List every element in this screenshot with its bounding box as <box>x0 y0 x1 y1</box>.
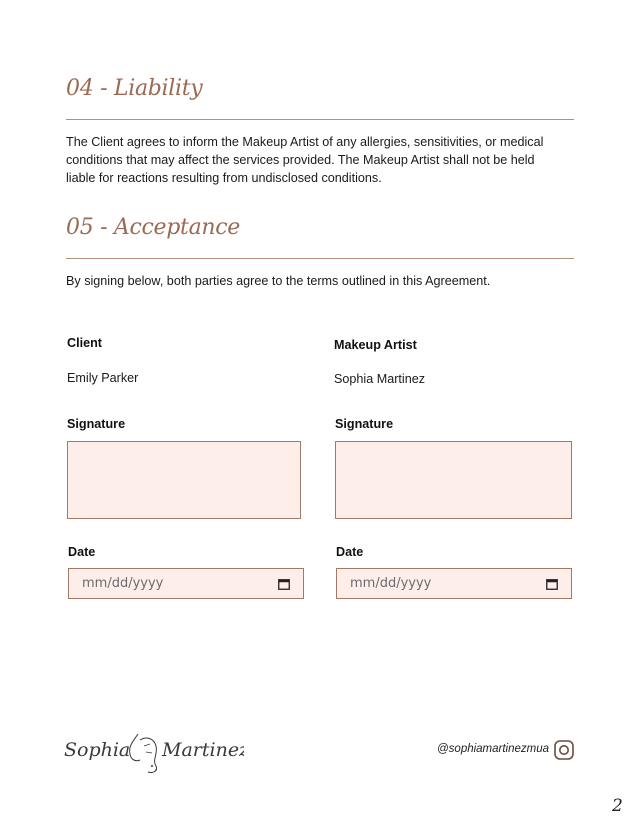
date-placeholder: mm/dd/yyyy <box>350 576 432 591</box>
paragraph-line: liable for reactions resulting from undisclosed conditions. <box>66 171 382 185</box>
client-date-input[interactable] <box>68 568 304 599</box>
section-heading-acceptance: 05 - Acceptance <box>66 215 241 240</box>
page-number: 2 <box>612 796 623 816</box>
client-signature-field[interactable] <box>67 441 301 519</box>
social-handle[interactable]: @sophiamartinezmua <box>437 743 550 755</box>
client-role-label: Client <box>67 336 102 350</box>
svg-text:Sophia: Sophia <box>64 739 131 761</box>
calendar-icon[interactable] <box>278 578 290 590</box>
artist-role-label: Makeup Artist <box>334 338 417 352</box>
client-name: Emily Parker <box>67 371 139 385</box>
section-divider <box>66 258 574 259</box>
artist-signature-field[interactable] <box>335 441 572 519</box>
logo-graphic <box>64 726 244 780</box>
section-divider <box>66 119 574 120</box>
date-placeholder: mm/dd/yyyy <box>82 576 164 591</box>
brand-logo <box>64 726 244 785</box>
liability-paragraph <box>66 133 586 187</box>
client-signature-label: Signature <box>67 417 126 431</box>
instagram-icon[interactable] <box>554 740 574 765</box>
paragraph-line: The Client agrees to inform the Makeup Artist of any allergies, sensitivities, or medical <box>66 135 544 149</box>
artist-name: Sophia Martinez <box>334 372 426 386</box>
artist-signature-label: Signature <box>335 417 394 431</box>
section-heading-liability: 04 - Liability <box>66 76 203 101</box>
artist-date-label: Date <box>336 545 364 559</box>
calendar-icon[interactable] <box>546 578 558 590</box>
svg-text:Martinez: Martinez <box>162 739 244 761</box>
acceptance-paragraph: By signing below, both parties agree to the terms outlined in this Agreement. <box>66 274 491 288</box>
client-date-label: Date <box>68 545 96 559</box>
artist-date-input[interactable] <box>336 568 572 599</box>
paragraph-line: conditions that may affect the services provided. The Makeup Artist shall not be held <box>66 153 535 167</box>
